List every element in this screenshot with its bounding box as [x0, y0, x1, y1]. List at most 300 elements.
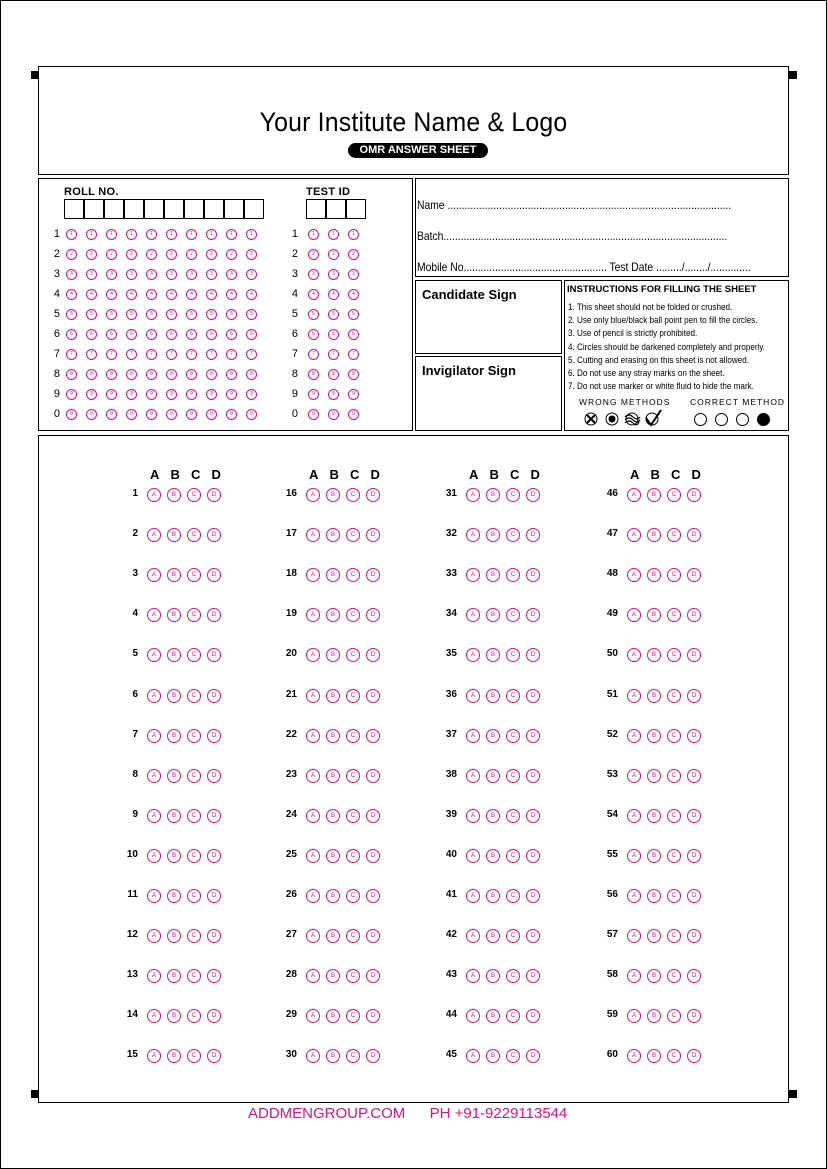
answer-bubble[interactable]: A	[466, 769, 480, 783]
roll-digit-bubble[interactable]: 6	[66, 329, 77, 340]
test-id-digit-bubble[interactable]: 4	[328, 289, 339, 300]
roll-digit-bubble[interactable]: 2	[86, 249, 97, 260]
answer-bubble[interactable]: D	[526, 689, 540, 703]
answer-bubble[interactable]: D	[207, 648, 221, 662]
answer-bubble[interactable]: B	[167, 1049, 181, 1063]
roll-digit-bubble[interactable]: 6	[146, 329, 157, 340]
answer-bubble[interactable]: A	[466, 528, 480, 542]
answer-bubble[interactable]: A	[627, 568, 641, 582]
answer-bubble[interactable]: B	[486, 648, 500, 662]
roll-digit-bubble[interactable]: 6	[106, 329, 117, 340]
answer-bubble[interactable]: A	[306, 1009, 320, 1023]
roll-digit-bubble[interactable]: 9	[166, 389, 177, 400]
answer-bubble[interactable]: B	[647, 929, 661, 943]
roll-digit-bubble[interactable]: 1	[146, 229, 157, 240]
roll-digit-bubble[interactable]: 6	[246, 329, 257, 340]
answer-bubble[interactable]: A	[306, 729, 320, 743]
answer-bubble[interactable]: A	[306, 769, 320, 783]
roll-digit-bubble[interactable]: 1	[206, 229, 217, 240]
answer-bubble[interactable]: C	[667, 849, 681, 863]
answer-bubble[interactable]: D	[526, 1009, 540, 1023]
answer-bubble[interactable]: B	[647, 809, 661, 823]
answer-bubble[interactable]: C	[667, 769, 681, 783]
answer-bubble[interactable]: D	[366, 929, 380, 943]
test-id-digit-bubble[interactable]: 5	[328, 309, 339, 320]
answer-bubble[interactable]: B	[647, 528, 661, 542]
answer-bubble[interactable]: C	[346, 568, 360, 582]
roll-digit-bubble[interactable]: 0	[146, 409, 157, 420]
answer-bubble[interactable]: B	[486, 969, 500, 983]
answer-bubble[interactable]: D	[366, 969, 380, 983]
answer-bubble[interactable]: C	[506, 929, 520, 943]
roll-digit-bubble[interactable]: 4	[126, 289, 137, 300]
roll-digit-bubble[interactable]: 9	[106, 389, 117, 400]
answer-bubble[interactable]: A	[627, 689, 641, 703]
footer-website[interactable]: ADDMENGROUP.COM	[248, 1105, 406, 1122]
answer-bubble[interactable]: C	[187, 1049, 201, 1063]
answer-bubble[interactable]: A	[306, 1049, 320, 1063]
answer-bubble[interactable]: B	[326, 769, 340, 783]
test-id-digit-bubble[interactable]: 9	[308, 389, 319, 400]
answer-bubble[interactable]: D	[207, 1049, 221, 1063]
answer-bubble[interactable]: C	[506, 809, 520, 823]
test-id-digit-bubble[interactable]: 5	[348, 309, 359, 320]
roll-digit-bubble[interactable]: 7	[186, 349, 197, 360]
answer-bubble[interactable]: A	[306, 929, 320, 943]
answer-bubble[interactable]: C	[187, 568, 201, 582]
answer-bubble[interactable]: B	[486, 528, 500, 542]
roll-digit-bubble[interactable]: 0	[106, 409, 117, 420]
answer-bubble[interactable]: C	[506, 729, 520, 743]
answer-bubble[interactable]: D	[687, 1049, 701, 1063]
answer-bubble[interactable]: D	[207, 1009, 221, 1023]
roll-digit-bubble[interactable]: 3	[166, 269, 177, 280]
answer-bubble[interactable]: D	[366, 769, 380, 783]
answer-bubble[interactable]: A	[627, 849, 641, 863]
answer-bubble[interactable]: C	[346, 1009, 360, 1023]
answer-bubble[interactable]: C	[506, 608, 520, 622]
answer-bubble[interactable]: D	[366, 488, 380, 502]
roll-write-cell[interactable]	[164, 199, 184, 219]
roll-digit-bubble[interactable]: 7	[106, 349, 117, 360]
answer-bubble[interactable]: D	[366, 689, 380, 703]
answer-bubble[interactable]: C	[187, 969, 201, 983]
answer-bubble[interactable]: A	[466, 849, 480, 863]
answer-bubble[interactable]: D	[526, 809, 540, 823]
test-id-digit-bubble[interactable]: 1	[328, 229, 339, 240]
answer-bubble[interactable]: B	[647, 608, 661, 622]
answer-bubble[interactable]: C	[346, 849, 360, 863]
answer-bubble[interactable]: D	[526, 648, 540, 662]
answer-bubble[interactable]: B	[647, 568, 661, 582]
roll-digit-bubble[interactable]: 3	[206, 269, 217, 280]
roll-write-cell[interactable]	[184, 199, 204, 219]
roll-write-cell[interactable]	[124, 199, 144, 219]
answer-bubble[interactable]: D	[207, 969, 221, 983]
answer-bubble[interactable]: D	[207, 488, 221, 502]
answer-bubble[interactable]: B	[486, 488, 500, 502]
answer-bubble[interactable]: A	[306, 689, 320, 703]
answer-bubble[interactable]: B	[486, 889, 500, 903]
answer-bubble[interactable]: B	[647, 689, 661, 703]
roll-digit-bubble[interactable]: 2	[246, 249, 257, 260]
roll-digit-bubble[interactable]: 9	[86, 389, 97, 400]
answer-bubble[interactable]: A	[466, 809, 480, 823]
roll-digit-bubble[interactable]: 1	[66, 229, 77, 240]
answer-bubble[interactable]: D	[687, 528, 701, 542]
roll-digit-bubble[interactable]: 5	[126, 309, 137, 320]
answer-bubble[interactable]: B	[486, 689, 500, 703]
roll-digit-bubble[interactable]: 6	[206, 329, 217, 340]
answer-bubble[interactable]: C	[667, 528, 681, 542]
roll-digit-bubble[interactable]: 3	[126, 269, 137, 280]
answer-bubble[interactable]: B	[647, 889, 661, 903]
answer-bubble[interactable]: C	[346, 969, 360, 983]
answer-bubble[interactable]: A	[466, 488, 480, 502]
roll-digit-bubble[interactable]: 5	[186, 309, 197, 320]
answer-bubble[interactable]: B	[326, 488, 340, 502]
answer-bubble[interactable]: A	[147, 608, 161, 622]
answer-bubble[interactable]: D	[366, 608, 380, 622]
answer-bubble[interactable]: D	[366, 648, 380, 662]
roll-digit-bubble[interactable]: 5	[246, 309, 257, 320]
roll-digit-bubble[interactable]: 8	[146, 369, 157, 380]
answer-bubble[interactable]: C	[506, 1009, 520, 1023]
roll-digit-bubble[interactable]: 4	[206, 289, 217, 300]
roll-digit-bubble[interactable]: 1	[86, 229, 97, 240]
answer-bubble[interactable]: B	[167, 528, 181, 542]
roll-digit-bubble[interactable]: 2	[206, 249, 217, 260]
answer-bubble[interactable]: A	[306, 528, 320, 542]
answer-bubble[interactable]: C	[506, 969, 520, 983]
roll-digit-bubble[interactable]: 1	[186, 229, 197, 240]
answer-bubble[interactable]: A	[147, 568, 161, 582]
answer-bubble[interactable]: C	[187, 1009, 201, 1023]
test-id-digit-bubble[interactable]: 0	[328, 409, 339, 420]
answer-bubble[interactable]: D	[526, 969, 540, 983]
answer-bubble[interactable]: A	[147, 769, 161, 783]
answer-bubble[interactable]: B	[647, 729, 661, 743]
answer-bubble[interactable]: A	[627, 729, 641, 743]
roll-digit-bubble[interactable]: 2	[126, 249, 137, 260]
answer-bubble[interactable]: B	[326, 1049, 340, 1063]
roll-digit-bubble[interactable]: 1	[226, 229, 237, 240]
roll-digit-bubble[interactable]: 2	[186, 249, 197, 260]
roll-write-cell[interactable]	[64, 199, 84, 219]
answer-bubble[interactable]: D	[207, 729, 221, 743]
test-id-digit-bubble[interactable]: 6	[328, 329, 339, 340]
roll-digit-bubble[interactable]: 7	[246, 349, 257, 360]
answer-bubble[interactable]: C	[667, 568, 681, 582]
roll-digit-bubble[interactable]: 8	[186, 369, 197, 380]
answer-bubble[interactable]: B	[486, 568, 500, 582]
answer-bubble[interactable]: D	[366, 729, 380, 743]
answer-bubble[interactable]: B	[326, 729, 340, 743]
answer-bubble[interactable]: A	[627, 608, 641, 622]
test-id-write-cell[interactable]	[306, 199, 326, 219]
roll-digit-bubble[interactable]: 4	[86, 289, 97, 300]
answer-bubble[interactable]: D	[687, 849, 701, 863]
answer-bubble[interactable]: D	[207, 929, 221, 943]
roll-digit-bubble[interactable]: 1	[166, 229, 177, 240]
roll-digit-bubble[interactable]: 0	[126, 409, 137, 420]
answer-bubble[interactable]: D	[526, 769, 540, 783]
test-id-digit-bubble[interactable]: 3	[348, 269, 359, 280]
answer-bubble[interactable]: D	[207, 769, 221, 783]
roll-digit-bubble[interactable]: 7	[166, 349, 177, 360]
answer-bubble[interactable]: A	[466, 929, 480, 943]
answer-bubble[interactable]: A	[306, 849, 320, 863]
answer-bubble[interactable]: D	[687, 608, 701, 622]
answer-bubble[interactable]: D	[687, 929, 701, 943]
roll-digit-bubble[interactable]: 4	[166, 289, 177, 300]
roll-digit-bubble[interactable]: 3	[186, 269, 197, 280]
test-id-write-cell[interactable]	[326, 199, 346, 219]
answer-bubble[interactable]: B	[647, 1009, 661, 1023]
answer-bubble[interactable]: D	[207, 849, 221, 863]
answer-bubble[interactable]: A	[306, 809, 320, 823]
roll-digit-bubble[interactable]: 7	[206, 349, 217, 360]
roll-digit-bubble[interactable]: 4	[66, 289, 77, 300]
answer-bubble[interactable]: D	[687, 809, 701, 823]
answer-bubble[interactable]: A	[147, 1009, 161, 1023]
roll-digit-bubble[interactable]: 5	[166, 309, 177, 320]
answer-bubble[interactable]: C	[667, 488, 681, 502]
test-id-digit-bubble[interactable]: 1	[308, 229, 319, 240]
answer-bubble[interactable]: B	[647, 969, 661, 983]
answer-bubble[interactable]: C	[667, 1009, 681, 1023]
test-id-digit-bubble[interactable]: 8	[308, 369, 319, 380]
answer-bubble[interactable]: B	[326, 689, 340, 703]
answer-bubble[interactable]: A	[147, 648, 161, 662]
answer-bubble[interactable]: D	[687, 568, 701, 582]
roll-digit-bubble[interactable]: 2	[66, 249, 77, 260]
answer-bubble[interactable]: B	[486, 729, 500, 743]
answer-bubble[interactable]: C	[187, 608, 201, 622]
answer-bubble[interactable]: B	[647, 769, 661, 783]
answer-bubble[interactable]: A	[627, 1009, 641, 1023]
roll-digit-bubble[interactable]: 0	[86, 409, 97, 420]
answer-bubble[interactable]: A	[466, 969, 480, 983]
answer-bubble[interactable]: D	[207, 528, 221, 542]
answer-bubble[interactable]: A	[147, 809, 161, 823]
answer-bubble[interactable]: A	[627, 769, 641, 783]
answer-bubble[interactable]: D	[687, 1009, 701, 1023]
answer-bubble[interactable]: A	[306, 648, 320, 662]
answer-bubble[interactable]: A	[627, 889, 641, 903]
roll-digit-bubble[interactable]: 9	[126, 389, 137, 400]
answer-bubble[interactable]: B	[326, 608, 340, 622]
test-id-digit-bubble[interactable]: 4	[308, 289, 319, 300]
answer-bubble[interactable]: D	[526, 528, 540, 542]
test-id-digit-bubble[interactable]: 9	[328, 389, 339, 400]
answer-bubble[interactable]: C	[346, 1049, 360, 1063]
roll-digit-bubble[interactable]: 9	[66, 389, 77, 400]
test-id-digit-bubble[interactable]: 8	[328, 369, 339, 380]
answer-bubble[interactable]: D	[687, 889, 701, 903]
roll-digit-bubble[interactable]: 3	[146, 269, 157, 280]
answer-bubble[interactable]: B	[167, 648, 181, 662]
roll-digit-bubble[interactable]: 5	[206, 309, 217, 320]
roll-write-cell[interactable]	[84, 199, 104, 219]
answer-bubble[interactable]: B	[326, 568, 340, 582]
test-id-digit-bubble[interactable]: 6	[348, 329, 359, 340]
test-id-digit-bubble[interactable]: 2	[328, 249, 339, 260]
answer-bubble[interactable]: C	[187, 809, 201, 823]
roll-digit-bubble[interactable]: 5	[146, 309, 157, 320]
answer-bubble[interactable]: A	[466, 1049, 480, 1063]
roll-digit-bubble[interactable]: 0	[226, 409, 237, 420]
answer-bubble[interactable]: B	[486, 849, 500, 863]
test-id-digit-bubble[interactable]: 8	[348, 369, 359, 380]
roll-digit-bubble[interactable]: 3	[66, 269, 77, 280]
answer-bubble[interactable]: D	[207, 568, 221, 582]
answer-bubble[interactable]: B	[326, 969, 340, 983]
roll-write-cell[interactable]	[244, 199, 264, 219]
roll-digit-bubble[interactable]: 8	[206, 369, 217, 380]
answer-bubble[interactable]: D	[526, 729, 540, 743]
answer-bubble[interactable]: A	[147, 849, 161, 863]
answer-bubble[interactable]: D	[687, 689, 701, 703]
answer-bubble[interactable]: C	[187, 528, 201, 542]
roll-digit-bubble[interactable]: 4	[146, 289, 157, 300]
answer-bubble[interactable]: D	[366, 809, 380, 823]
answer-bubble[interactable]: B	[647, 849, 661, 863]
answer-bubble[interactable]: A	[627, 969, 641, 983]
answer-bubble[interactable]: A	[466, 889, 480, 903]
name-field[interactable]: Name ...................................................................................................	[417, 198, 732, 212]
answer-bubble[interactable]: B	[167, 889, 181, 903]
answer-bubble[interactable]: D	[207, 809, 221, 823]
answer-bubble[interactable]: A	[466, 608, 480, 622]
answer-bubble[interactable]: C	[667, 889, 681, 903]
roll-digit-bubble[interactable]: 9	[206, 389, 217, 400]
answer-bubble[interactable]: A	[147, 729, 161, 743]
answer-bubble[interactable]: A	[466, 1009, 480, 1023]
test-id-write-cell[interactable]	[346, 199, 366, 219]
answer-bubble[interactable]: B	[326, 929, 340, 943]
answer-bubble[interactable]: C	[506, 849, 520, 863]
answer-bubble[interactable]: C	[187, 889, 201, 903]
answer-bubble[interactable]: C	[506, 689, 520, 703]
roll-digit-bubble[interactable]: 4	[186, 289, 197, 300]
roll-digit-bubble[interactable]: 8	[66, 369, 77, 380]
roll-digit-bubble[interactable]: 6	[86, 329, 97, 340]
test-id-digit-bubble[interactable]: 6	[308, 329, 319, 340]
test-id-digit-bubble[interactable]: 9	[348, 389, 359, 400]
answer-bubble[interactable]: C	[187, 689, 201, 703]
answer-bubble[interactable]: C	[187, 488, 201, 502]
roll-digit-bubble[interactable]: 6	[186, 329, 197, 340]
answer-bubble[interactable]: B	[647, 1049, 661, 1063]
answer-bubble[interactable]: A	[466, 689, 480, 703]
answer-bubble[interactable]: A	[627, 488, 641, 502]
roll-digit-bubble[interactable]: 1	[106, 229, 117, 240]
answer-bubble[interactable]: B	[647, 648, 661, 662]
answer-bubble[interactable]: C	[506, 488, 520, 502]
answer-bubble[interactable]: D	[526, 1049, 540, 1063]
answer-bubble[interactable]: D	[687, 648, 701, 662]
test-id-digit-bubble[interactable]: 0	[348, 409, 359, 420]
roll-digit-bubble[interactable]: 8	[126, 369, 137, 380]
answer-bubble[interactable]: C	[667, 969, 681, 983]
answer-bubble[interactable]: D	[366, 568, 380, 582]
test-id-digit-bubble[interactable]: 2	[348, 249, 359, 260]
roll-digit-bubble[interactable]: 8	[246, 369, 257, 380]
test-id-digit-bubble[interactable]: 4	[348, 289, 359, 300]
roll-digit-bubble[interactable]: 7	[66, 349, 77, 360]
answer-bubble[interactable]: C	[667, 689, 681, 703]
answer-bubble[interactable]: D	[207, 689, 221, 703]
answer-bubble[interactable]: D	[366, 889, 380, 903]
answer-bubble[interactable]: A	[466, 648, 480, 662]
roll-digit-bubble[interactable]: 7	[126, 349, 137, 360]
test-id-digit-bubble[interactable]: 3	[308, 269, 319, 280]
roll-digit-bubble[interactable]: 2	[106, 249, 117, 260]
answer-bubble[interactable]: D	[526, 849, 540, 863]
answer-bubble[interactable]: B	[167, 969, 181, 983]
answer-bubble[interactable]: B	[167, 849, 181, 863]
answer-bubble[interactable]: C	[346, 929, 360, 943]
answer-bubble[interactable]: D	[526, 568, 540, 582]
test-id-digit-bubble[interactable]: 7	[308, 349, 319, 360]
answer-bubble[interactable]: A	[147, 889, 161, 903]
answer-bubble[interactable]: B	[486, 809, 500, 823]
roll-digit-bubble[interactable]: 3	[226, 269, 237, 280]
roll-digit-bubble[interactable]: 2	[146, 249, 157, 260]
answer-bubble[interactable]: B	[167, 689, 181, 703]
answer-bubble[interactable]: C	[346, 769, 360, 783]
answer-bubble[interactable]: B	[486, 1049, 500, 1063]
answer-bubble[interactable]: A	[147, 488, 161, 502]
roll-digit-bubble[interactable]: 7	[226, 349, 237, 360]
answer-bubble[interactable]: C	[187, 849, 201, 863]
answer-bubble[interactable]: A	[147, 528, 161, 542]
roll-digit-bubble[interactable]: 5	[66, 309, 77, 320]
answer-bubble[interactable]: A	[627, 528, 641, 542]
answer-bubble[interactable]: C	[346, 689, 360, 703]
roll-digit-bubble[interactable]: 0	[206, 409, 217, 420]
answer-bubble[interactable]: C	[346, 648, 360, 662]
test-id-digit-bubble[interactable]: 3	[328, 269, 339, 280]
roll-digit-bubble[interactable]: 8	[226, 369, 237, 380]
roll-digit-bubble[interactable]: 6	[226, 329, 237, 340]
answer-bubble[interactable]: D	[366, 1049, 380, 1063]
answer-bubble[interactable]: B	[326, 889, 340, 903]
roll-digit-bubble[interactable]: 2	[166, 249, 177, 260]
roll-write-cell[interactable]	[144, 199, 164, 219]
answer-bubble[interactable]: D	[526, 889, 540, 903]
answer-bubble[interactable]: D	[207, 889, 221, 903]
answer-bubble[interactable]: A	[306, 488, 320, 502]
answer-bubble[interactable]: B	[326, 849, 340, 863]
answer-bubble[interactable]: D	[366, 1009, 380, 1023]
roll-digit-bubble[interactable]: 0	[166, 409, 177, 420]
answer-bubble[interactable]: B	[167, 608, 181, 622]
answer-bubble[interactable]: D	[526, 488, 540, 502]
roll-write-cell[interactable]	[204, 199, 224, 219]
answer-bubble[interactable]: D	[687, 769, 701, 783]
answer-bubble[interactable]: A	[306, 969, 320, 983]
answer-bubble[interactable]: B	[647, 488, 661, 502]
roll-digit-bubble[interactable]: 9	[146, 389, 157, 400]
roll-digit-bubble[interactable]: 9	[186, 389, 197, 400]
batch-field[interactable]: Batch...................................................................................................	[417, 229, 728, 243]
answer-bubble[interactable]: B	[167, 929, 181, 943]
roll-digit-bubble[interactable]: 9	[226, 389, 237, 400]
answer-bubble[interactable]: D	[526, 929, 540, 943]
test-id-digit-bubble[interactable]: 1	[348, 229, 359, 240]
